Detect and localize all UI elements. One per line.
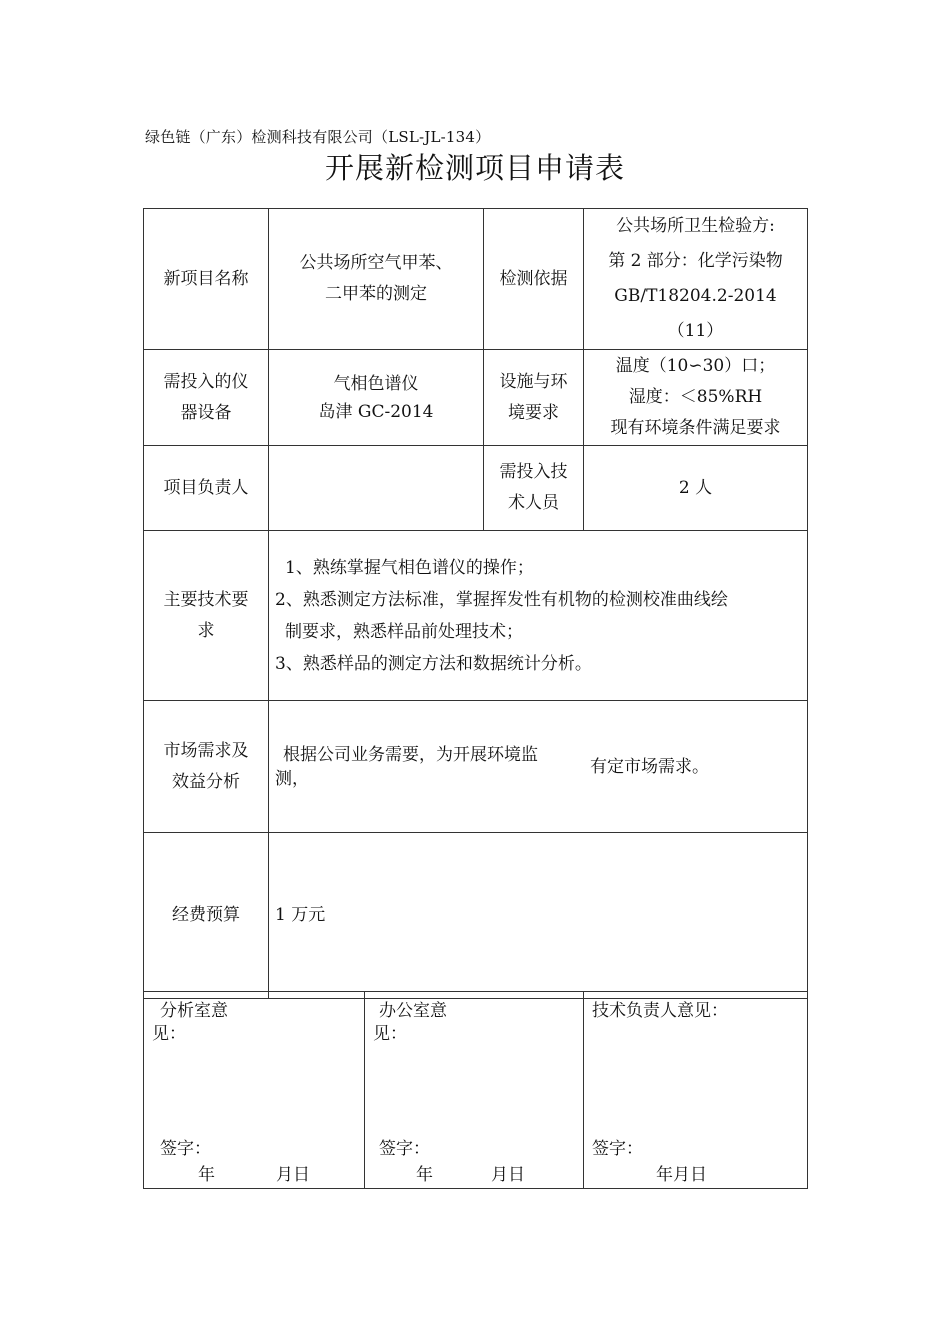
env-value: 温度（10∽30）口； 湿度：＜85%RH 现有环境条件满足要求 [584,350,808,446]
lab-opinion-cell [144,992,365,1189]
signoff-table [143,991,808,1189]
tech-label: 主要技术要 求 [144,531,269,701]
market-analysis: 根据公司业务需要，为开展环境监 测， 有定市场需求。 [269,701,808,833]
office-month-day: 月日 [491,1165,525,1185]
lab-opinion-title: 分析室意 见： [152,1001,228,1044]
tech-lead-opinion-title: 技术负责人意见： [592,1001,728,1021]
lab-year: 年 [198,1165,215,1185]
budget-value: 1 万元 [269,833,808,999]
tech-requirements-row [144,531,808,701]
page-title: 开展新检测项目申请表 [324,151,625,185]
basis-label: 检测依据 [484,209,584,350]
lab-month-day: 月日 [276,1165,310,1185]
equipment-row [144,350,808,446]
market-label: 市场需求及 效益分析 [144,701,269,833]
equipment-value: 气相色谱仪 岛津 GC-2014 [269,350,484,446]
staff-value: 2 人 [584,446,808,531]
basis-value: 公共场所卫生检验方: 第 2 部分：化学污染物 GB/T18204.2-2014 （11） [584,209,808,350]
office-opinion-cell [365,992,584,1189]
budget-row [144,833,808,999]
market-row [144,701,808,833]
leader-value [269,446,484,531]
staff-label: 需投入技 术人员 [484,446,584,531]
budget-label: 经费预算 [144,833,269,999]
env-label: 设施与环 境要求 [484,350,584,446]
project-name-value: 公共场所空气甲苯、 二甲苯的测定 [269,209,484,350]
project-name-row [144,209,808,350]
company-name: 绿色链（广东）检测科技有限公司（LSL-JL-134） [145,128,491,146]
tech-lead-date: 年月日 [656,1165,707,1185]
leader-row [144,446,808,531]
office-opinion-title: 办公室意 见： [373,1001,447,1044]
leader-label: 项目负责人 [144,446,269,531]
office-sign-label: 签字： [379,1139,430,1159]
lab-sign-label: 签字： [160,1139,211,1159]
application-form-table [143,208,808,999]
tech-lead-opinion-cell [584,992,808,1189]
office-year: 年 [416,1165,433,1185]
equipment-label: 需投入的仪 器设备 [144,350,269,446]
tech-lead-sign-label: 签字： [592,1139,643,1159]
project-name-label: 新项目名称 [144,209,269,350]
tech-requirements: 1、熟练掌握气相色谱仪的操作； 2、熟悉测定方法标准，掌握挥发性有机物的检测校准曲线绘 制要求，熟悉样品前处理技术； 3、熟悉样品的测定方法和数据统计分析。 [269,531,808,701]
